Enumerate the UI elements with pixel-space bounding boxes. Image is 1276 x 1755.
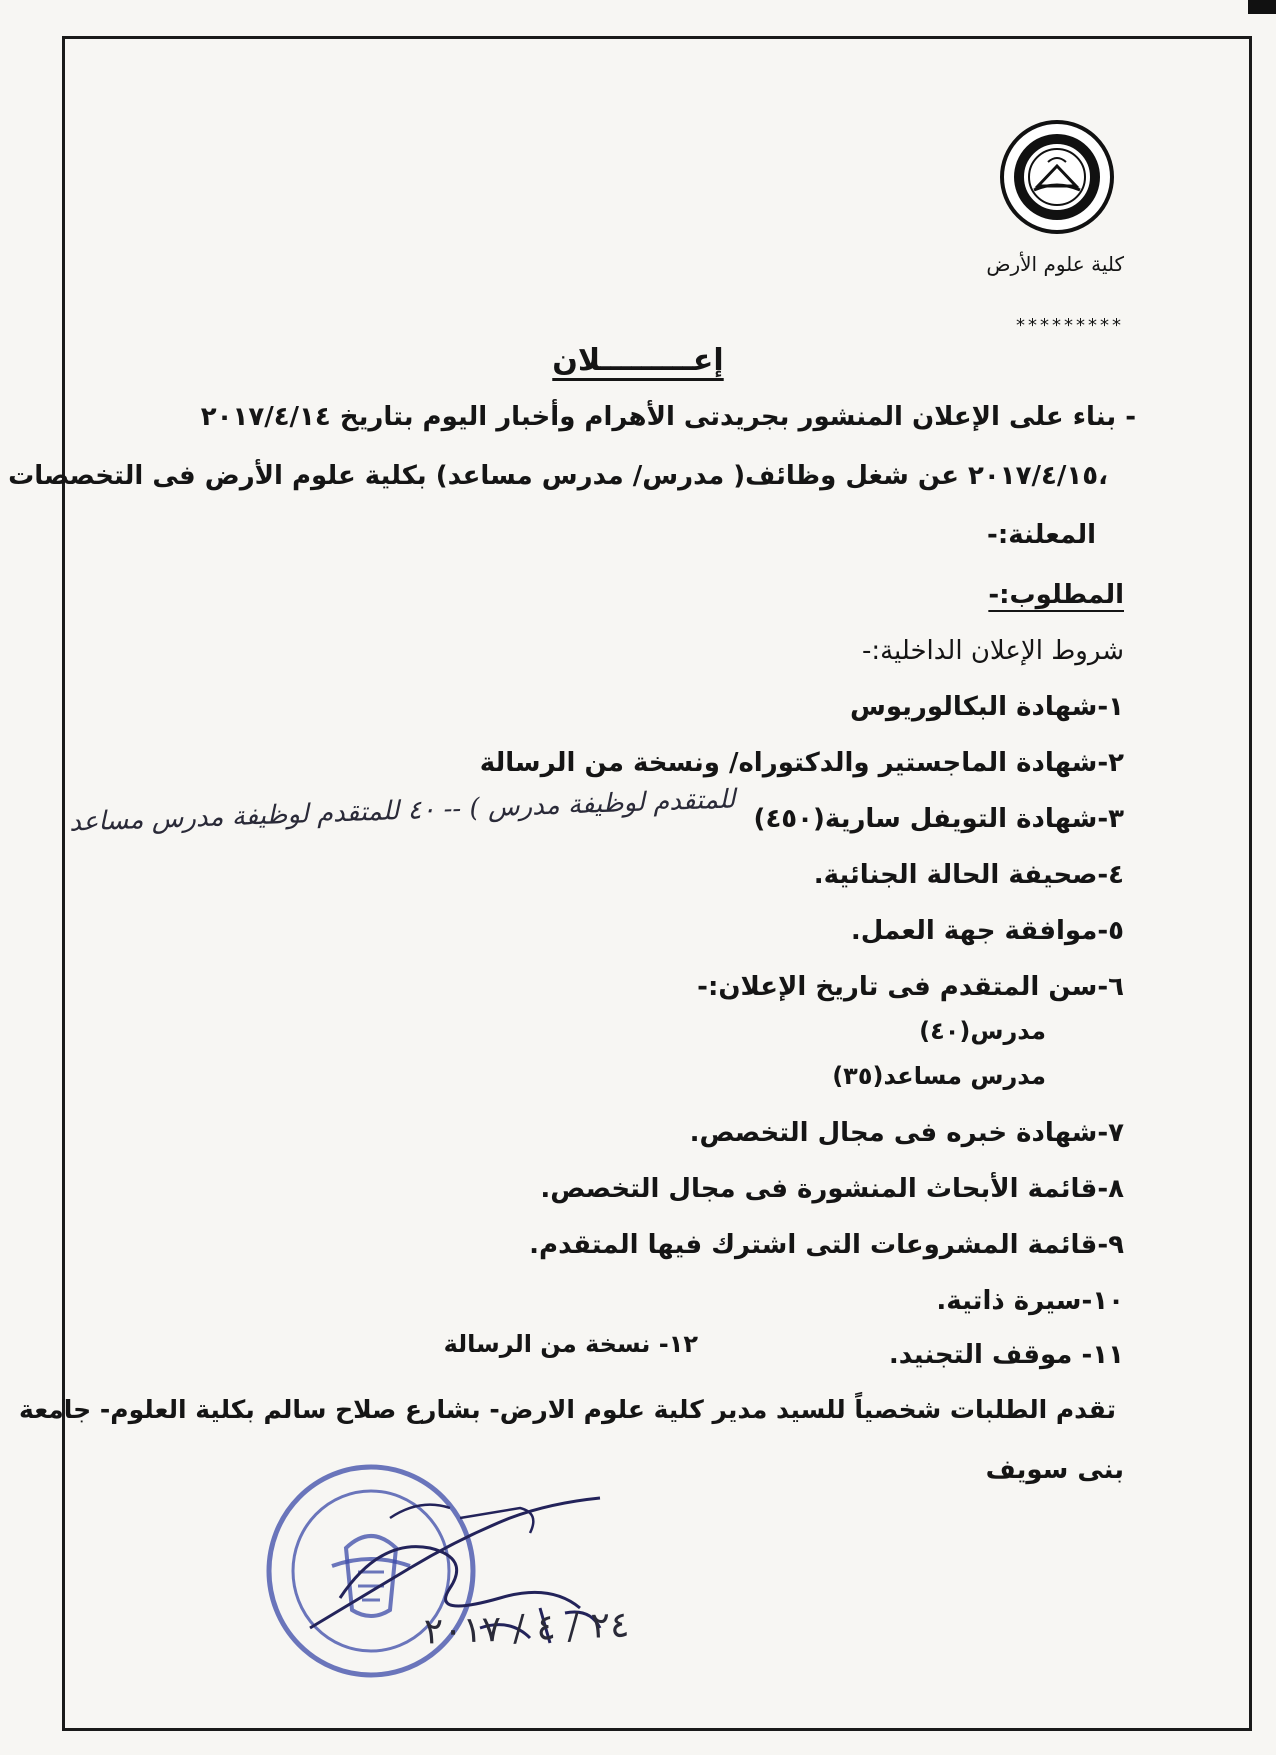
announcement-title: إعـــــــــلان: [552, 343, 724, 378]
intro-line-1: - بناء على الإعلان المنشور بجريدتى الأهرام وأخبار اليوم بتاريخ ٢٠١٧/٤/١٤: [200, 402, 1136, 432]
item-6: ٦-سن المتقدم فى تاريخ الإعلان:-: [697, 972, 1124, 1002]
item-12: ١٢- نسخة من الرسالة: [443, 1330, 698, 1358]
item-1: ١-شهادة البكالوريوس: [849, 692, 1124, 722]
submission-line-1: تقدم الطلبات شخصياً للسيد مدير كلية علوم الارض- بشارع صلاح سالم بكلية العلوم- جامعة: [19, 1395, 1116, 1424]
item-5: ٥-موافقة جهة العمل.: [850, 916, 1124, 946]
item-6-assistant-age: مدرس مساعد(٣٥): [832, 1062, 1046, 1090]
conditions-heading: شروط الإعلان الداخلية:-: [861, 636, 1124, 666]
university-logo: [998, 118, 1116, 236]
scan-edge-mark: [1248, 0, 1276, 14]
item-11: ١١- موقف التجنيد.: [888, 1340, 1124, 1370]
item-9: ٩-قائمة المشروعات التى اشترك فيها المتقدم.: [529, 1230, 1124, 1260]
item-4: ٤-صحيفة الحالة الجنائية.: [813, 860, 1124, 890]
item-6-lecturer-age: مدرس(٤٠): [919, 1017, 1046, 1045]
intro-line-3: المعلنة:-: [987, 520, 1096, 550]
item-3: ٣-شهادة التويفل سارية(٤٥٠): [753, 804, 1124, 834]
submission-line-2: بنى سويف: [985, 1455, 1124, 1485]
item-10: ١٠-سيرة ذاتية.: [936, 1286, 1124, 1316]
required-heading: المطلوب:-: [988, 580, 1124, 610]
item-7: ٧-شهادة خبره فى مجال التخصص.: [689, 1118, 1124, 1148]
intro-line-2: ،٢٠١٧/٤/١٥ عن شغل وظائف( مدرس/ مدرس مساعد) بكلية علوم الأرض فى التخصصات: [8, 461, 1108, 491]
item-8: ٨-قائمة الأبحاث المنشورة فى مجال التخصص.: [540, 1174, 1124, 1204]
item-2: ٢-شهادة الماجستير والدكتوراه/ ونسخة من الرسالة: [479, 748, 1124, 778]
signature-date: ٢٤ / ٤ / ٢٠١٧: [423, 1604, 631, 1653]
separator-stars: *********: [1016, 315, 1124, 336]
handwritten-note: للمتقدم لوظيفة مدرس ) -- ٤٠ للمتقدم لوظيفة مدرس مساعد: [69, 784, 737, 838]
faculty-name: كلية علوم الأرض: [986, 252, 1124, 276]
